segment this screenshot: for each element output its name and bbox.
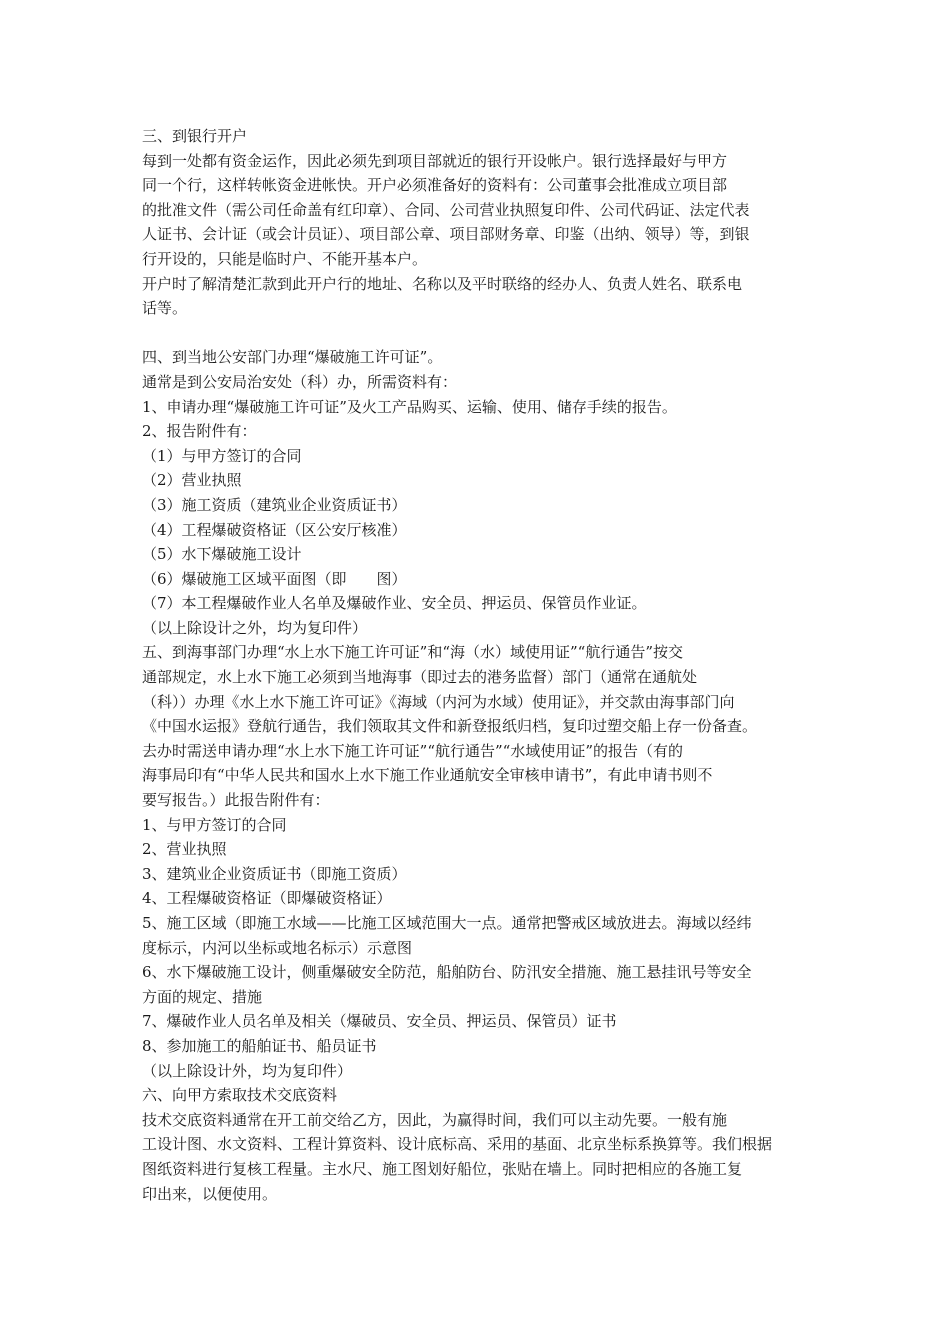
text-line: 同一个行，这样转帐资金进帐快。开户必须准备好的资料有：公司董事会批准成立项目部 bbox=[142, 176, 728, 195]
text-line: 方面的规定、措施 bbox=[142, 987, 263, 1006]
text-line: 度标示，内河以坐标或地名标示）示意图 bbox=[142, 938, 413, 957]
text-line: （4）工程爆破资格证（区公安厅核准） bbox=[142, 520, 407, 539]
text-line: 8、参加施工的船舶证书、船员证书 bbox=[142, 1036, 377, 1055]
text-line: 行开设的，只能是临时户、不能开基本户。 bbox=[142, 249, 428, 268]
text-line: 1、申请办理“爆破施工许可证”及火工产品购买、运输、使用、储存手续的报告。 bbox=[142, 397, 677, 416]
document-body bbox=[142, 124, 810, 1206]
text-line: 印出来，以便使用。 bbox=[142, 1184, 278, 1203]
text-line: （以上除设计之外，均为复印件） bbox=[142, 618, 368, 637]
text-line: 的批准文件（需公司任命盖有红印章）、合同、公司营业执照复印件、公司代码证、法定代表 bbox=[142, 200, 750, 219]
text-line: 图纸资料进行复核工程量。主水尺、施工图划好船位，张贴在墙上。同时把相应的各施工复 bbox=[142, 1159, 743, 1178]
blank-line bbox=[142, 321, 810, 346]
text-line: 3、建筑业企业资质证书（即施工资质） bbox=[142, 864, 407, 883]
text-line: （2）营业执照 bbox=[142, 471, 242, 490]
text-line: 2、报告附件有： bbox=[142, 422, 257, 441]
text-line: 通常是到公安局治安处（科）办，所需资料有： bbox=[142, 372, 458, 391]
text-line: （1）与甲方签订的合同 bbox=[142, 446, 302, 465]
text-line: （以上除设计外，均为复印件） bbox=[142, 1061, 353, 1080]
text-line: 去办时需送申请办理“水上水下施工许可证”“航行通告”“水域使用证”的报告（有的 bbox=[142, 741, 684, 760]
text-line: 2、营业执照 bbox=[142, 840, 227, 859]
text-line: 话等。 bbox=[142, 299, 188, 318]
text-line: 《中国水运报》登航行通告，我们领取其文件和新登报纸归档，复印过塑交船上存一份备查。 bbox=[142, 717, 758, 736]
text-line: 人证书、会计证（或会计员证）、项目部公章、项目部财务章、印鉴（出纳、领导）等，到银 bbox=[142, 225, 750, 244]
text-line: 六、向甲方索取技术交底资料 bbox=[142, 1086, 338, 1105]
text-line: 通部规定，水上水下施工必须到当地海事（即过去的港务监督）部门（通常在通航处 bbox=[142, 668, 698, 687]
text-line: 四、到当地公安部门办理“爆破施工许可证”。 bbox=[142, 348, 443, 367]
text-line: 海事局印有“中华人民共和国水上水下施工作业通航安全审核申请书”，有此申请书则不 bbox=[142, 766, 713, 785]
text-line: 五、到海事部门办理“水上水下施工许可证”和“海（水）域使用证”“航行通告”按交 bbox=[142, 643, 684, 662]
text-line: 技术交底资料通常在开工前交给乙方，因此，为赢得时间，我们可以主动先要。一般有施 bbox=[142, 1110, 728, 1129]
text-line: （7）本工程爆破作业人名单及爆破作业、安全员、押运员、保管员作业证。 bbox=[142, 594, 647, 613]
text-line: 6、水下爆破施工设计，侧重爆破安全防范，船舶防台、防汛安全措施、施工悬挂讯号等安全 bbox=[142, 963, 752, 982]
text-line: 开户时了解清楚汇款到此开户行的地址、名称以及平时联络的经办人、负责人姓名、联系电 bbox=[142, 274, 743, 293]
text-line: 三、到银行开户 bbox=[142, 127, 248, 145]
text-line: （3）施工资质（建筑业企业资质证书） bbox=[142, 495, 407, 514]
text-line: 5、施工区域（即施工水域——比施工区域范围大一点。通常把警戒区域放进去。海域以经纬 bbox=[142, 914, 752, 932]
text-line: 要写报告。）此报告附件有： bbox=[142, 791, 330, 810]
text-line: （6）爆破施工区域平面图（即 图） bbox=[142, 569, 407, 588]
text-line: 工设计图、水文资料、工程计算资料、设计底标高、采用的基面、北京坐标系换算等。我们根据 bbox=[142, 1135, 773, 1154]
text-line: 1、与甲方签订的合同 bbox=[142, 815, 287, 834]
text-line: （5）水下爆破施工设计 bbox=[142, 545, 302, 564]
text-line: 4、工程爆破资格证（即爆破资格证） bbox=[142, 889, 392, 908]
text-line: 7、爆破作业人员名单及相关（爆破员、安全员、押运员、保管员）证书 bbox=[142, 1012, 617, 1031]
text-line: （科））办理《水上水下施工许可证》《海域（内河为水域）使用证》，并交款由海事部门向 bbox=[142, 692, 735, 711]
text-line: 每到一处都有资金运作，因此必须先到项目部就近的银行开设帐户。银行选择最好与甲方 bbox=[142, 151, 728, 170]
